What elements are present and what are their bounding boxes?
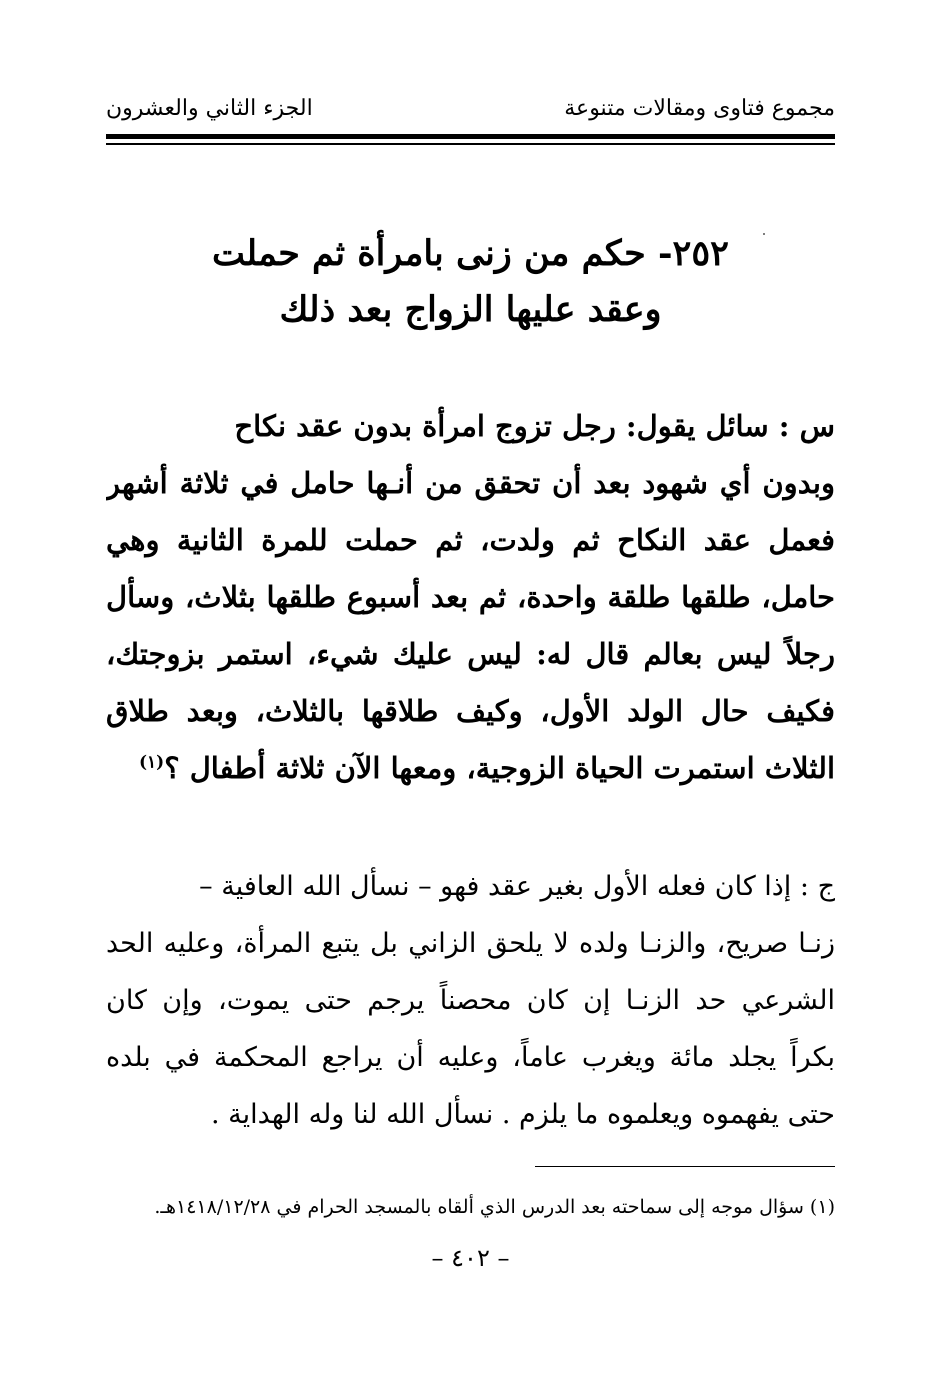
fatwa-title [150, 226, 791, 338]
answer-block [106, 858, 835, 1143]
header-rule-thick [106, 134, 835, 139]
answer-line: زنـا صريح، والزنـا ولده لا يلحق الزاني بل يتبع المرأة، وعليه الحد [106, 928, 835, 959]
question-line: فكيف حال الولد الأول، وكيف طلاقها بالثلاث، وبعد طلاق [106, 694, 835, 728]
question-block [106, 398, 835, 797]
book-title: مجموع فتاوى ومقالات متنوعة [564, 96, 835, 121]
page-number: – ٤٠٢ – [431, 1244, 510, 1272]
question-line: وبدون أي شهود بعد أن تحقق من أنـها حامل في ثلاثة أشهر [106, 466, 835, 500]
question-line: الثلاث استمرت الحياة الزوجية، ومعها الآن ثلاثة أطفال ؟ [164, 751, 835, 785]
title-line-2: وعقد عليها الزواج بعد ذلك [279, 289, 662, 330]
footnote-separator [535, 1166, 835, 1167]
question-line: س : سائل يقول: رجل تزوج امرأة بدون عقد نكاح [234, 409, 835, 443]
footnote-reference[interactable]: (١) [138, 752, 165, 773]
volume-label: الجزء الثاني والعشرون [106, 96, 313, 121]
title-line-1: ٢٥٢- حكم من زنى بامرأة ثم حملت [212, 233, 729, 274]
question-line: رجلاً ليس بعالم قال له: ليس عليك شيء، استمر بزوجتك، [106, 637, 835, 671]
answer-line: حتى يفهموه ويعلموه ما يلزم . نسأل الله لنا وله الهداية . [211, 1099, 835, 1130]
question-last-line [106, 740, 835, 797]
question-line: فعمل عقد النكاح ثم ولدت، ثم حملت للمرة الثانية وهي [106, 523, 835, 557]
answer-line: الشرعي حد الزنـا إن كان محصناً يرجم حتى يموت، وإن كان [106, 985, 835, 1016]
question-line: حامل، طلقها طلقة واحدة، ثم بعد أسبوع طلقها بثلاث، وسأل [106, 580, 835, 614]
running-header [106, 92, 835, 132]
footnote: (١) سؤال موجه إلى سماحته بعد الدرس الذي ألقاه بالمسجد الحرام في ١٤١٨/١٢/٢٨هـ. [154, 1196, 835, 1218]
header-rule-thin [106, 143, 835, 145]
answer-line: بكراً يجلد مائة ويغرب عاماً، وعليه أن يراجع المحكمة في بلده [106, 1042, 835, 1073]
answer-line: ج : إذا كان فعله الأول بغير عقد فهو – نسأل الله العافية – [199, 871, 835, 902]
